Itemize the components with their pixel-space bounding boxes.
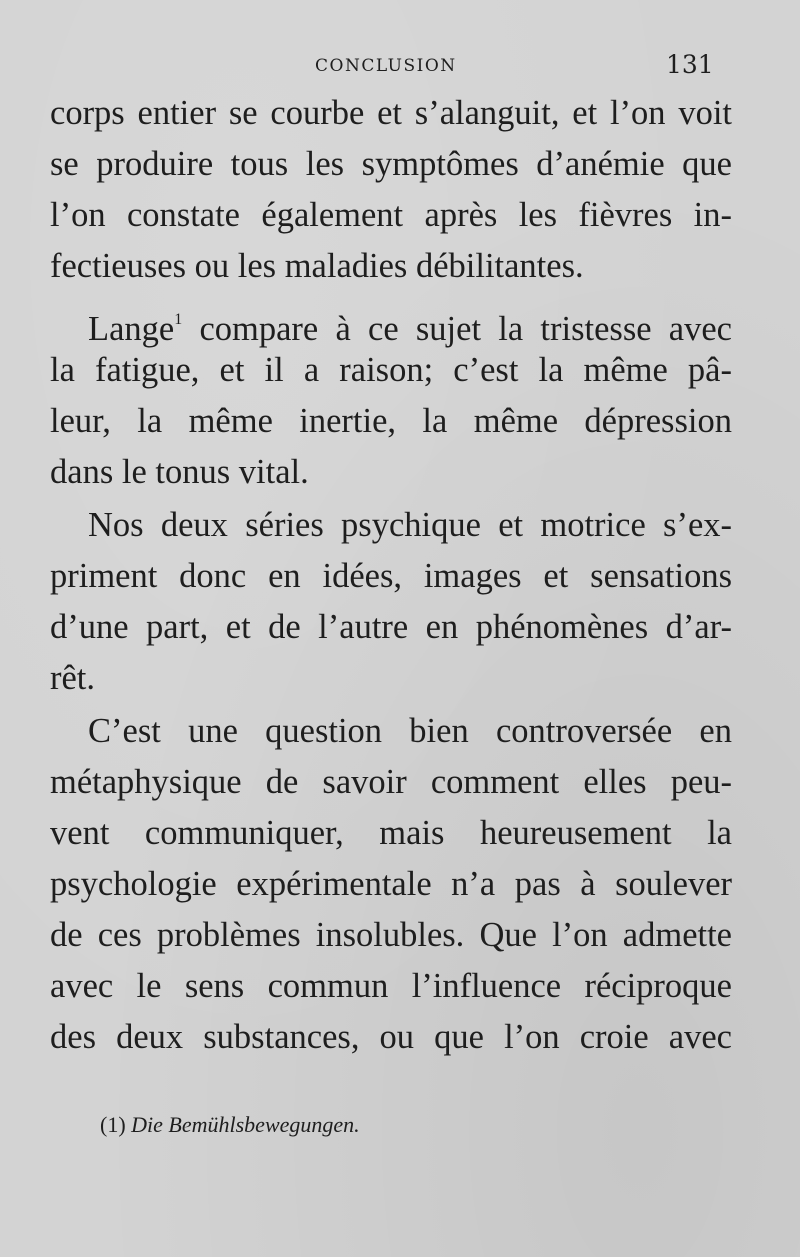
- text-line: se produire tous les symptômes d’anémie que: [50, 145, 732, 183]
- text-line: dans le tonus vital.: [50, 453, 309, 491]
- running-head: CONCLUSION: [315, 56, 457, 76]
- paragraph-2: [50, 294, 732, 498]
- page-number: 131: [666, 50, 714, 79]
- text-line: d’une part, et de l’autre en phénomènes d’ar-: [50, 608, 732, 646]
- footnote: [100, 1112, 360, 1138]
- page-header: [0, 50, 800, 80]
- footnote-title: Die Bemühlsbewegungen.: [131, 1112, 360, 1137]
- text-line: des deux substances, ou que l’on croie avec: [50, 1018, 732, 1056]
- footnote-reference: 1: [174, 311, 183, 328]
- footnote-marker: (1): [100, 1112, 126, 1137]
- paragraph-3: [50, 500, 732, 704]
- text-line: fectieuses ou les maladies débilitantes.: [50, 247, 584, 285]
- text-line: leur, la même inertie, la même dépression: [50, 402, 732, 440]
- text-line: métaphysique de savoir comment elles peu-: [50, 763, 732, 801]
- text-line: [50, 294, 732, 348]
- paragraph-4: [50, 706, 732, 1063]
- paragraph-1: [50, 88, 732, 292]
- text-line: psychologie expérimentale n’a pas à soulever: [50, 865, 732, 903]
- text-line: vent communiquer, mais heureusement la: [50, 814, 732, 852]
- text-line: de ces problèmes insolubles. Que l’on admette: [50, 916, 732, 954]
- text-line: rêt.: [50, 659, 96, 697]
- text-line: corps entier se courbe et s’alanguit, et l’on voit: [50, 94, 732, 132]
- text-line: C’est une question bien controversée en: [88, 712, 732, 750]
- text-line: la fatigue, et il a raison; c’est la même pâ-: [50, 351, 732, 389]
- text-line: avec le sens commun l’influence réciproque: [50, 967, 732, 1005]
- text-line: priment donc en idées, images et sensations: [50, 557, 732, 595]
- text-line: Nos deux séries psychique et motrice s’ex-: [88, 506, 732, 544]
- text-line: l’on constate également après les fièvres in-: [50, 196, 732, 234]
- author-name: Lange: [88, 310, 175, 348]
- line-continuation: compare à ce sujet la tristesse avec: [182, 310, 732, 348]
- body-text: [50, 88, 732, 1065]
